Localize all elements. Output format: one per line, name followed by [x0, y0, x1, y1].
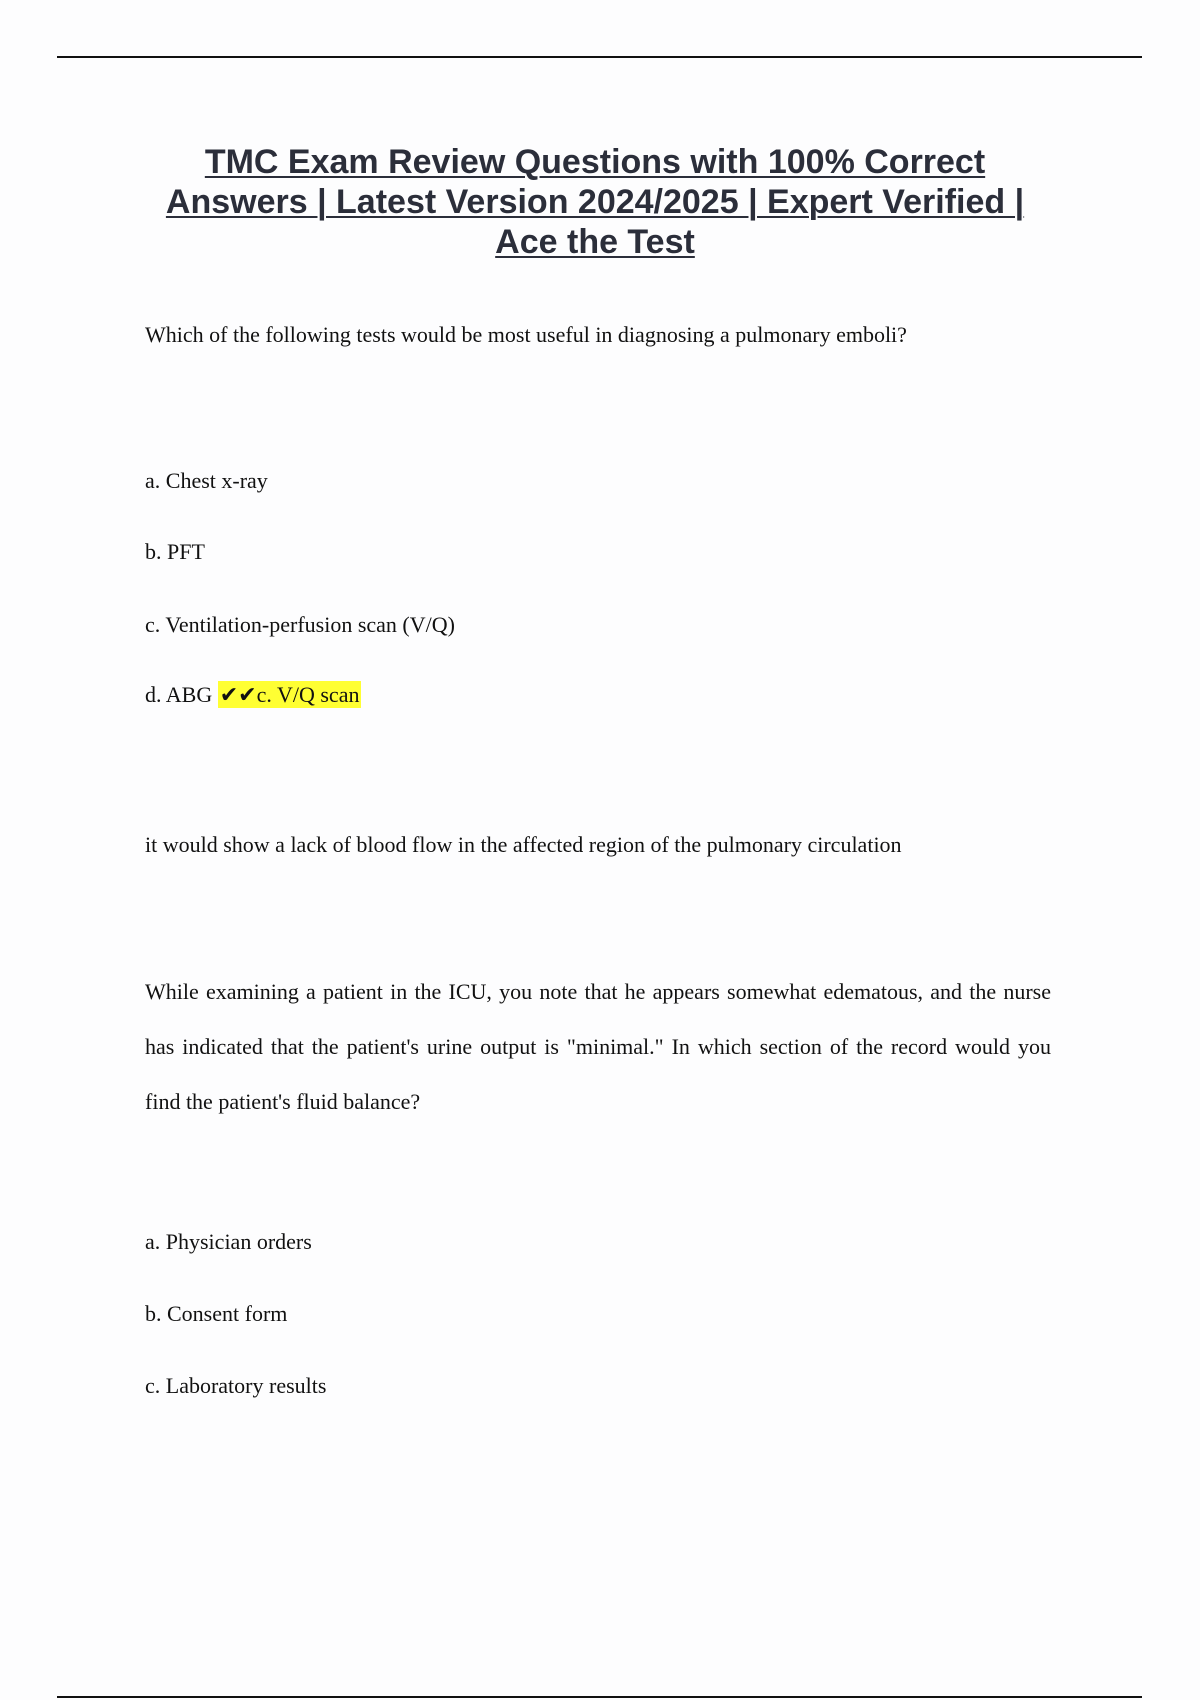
question-2-option-c: c. Laboratory results [145, 1373, 327, 1398]
question-1-explanation: it would show a lack of blood flow in the affected region of the pulmonary circulation [145, 832, 902, 857]
question-1-option-d-line [145, 682, 361, 708]
question-2-prompt: While examining a patient in the ICU, you note that he appears somewhat edematous, and the nurse has indicated that the patient's urine output is "minimal." In which section of the record would you find the patient's fluid balance? [145, 979, 1051, 1114]
question-1-option-a: a. Chest x-ray [145, 468, 268, 493]
header-rule [57, 56, 1142, 58]
question-1-prompt: Which of the following tests would be most useful in diagnosing a pulmonary emboli? [145, 322, 907, 347]
question-2-option-b: b. Consent form [145, 1301, 288, 1326]
question-1-option-c: c. Ventilation-perfusion scan (V/Q) [145, 612, 455, 637]
question-1-option-d: d. ABG [145, 682, 213, 707]
question-1-answer: ✔✔c. V/Q scan [219, 682, 360, 707]
question-2-option-a: a. Physician orders [145, 1229, 312, 1254]
document-title: TMC Exam Review Questions with 100% Correct Answers | Latest Version 2024/2025 | Expert Verified | Ace the Test [165, 143, 1025, 261]
footer-rule [57, 1696, 1142, 1698]
question-1-option-b: b. PFT [145, 539, 205, 564]
